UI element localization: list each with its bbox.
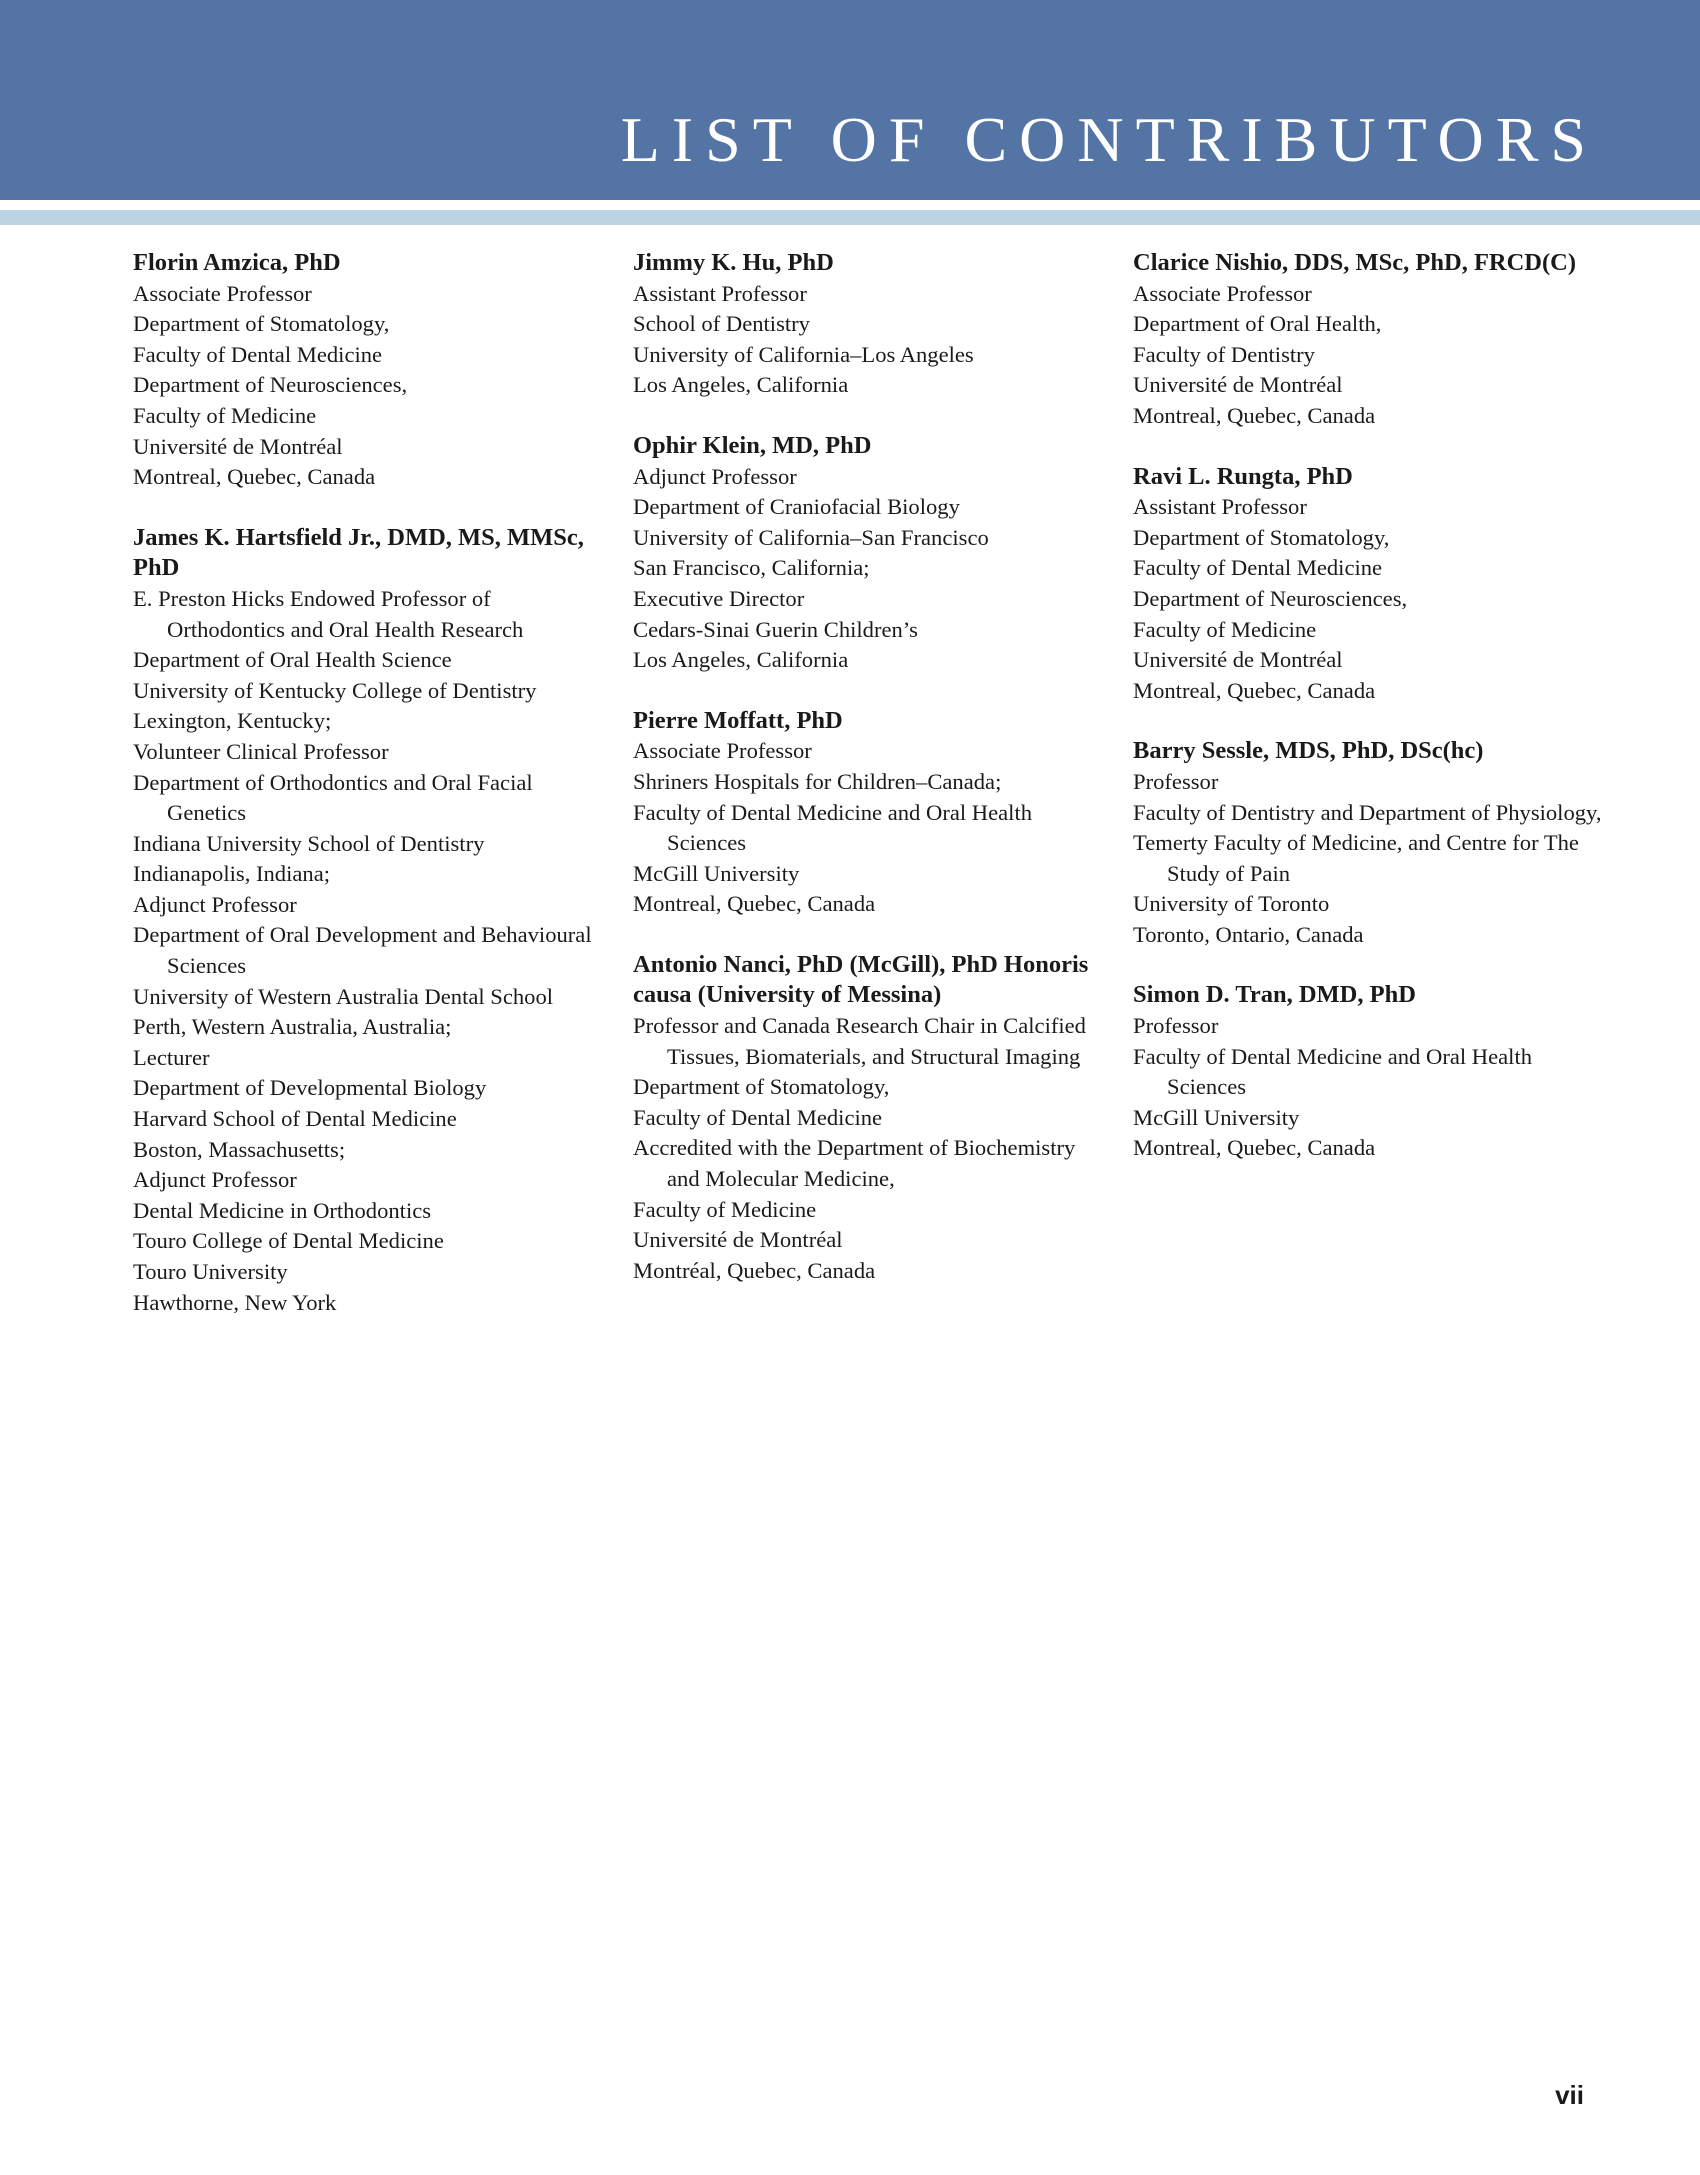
contributor-affiliation-line: Faculty of Medicine [1133, 616, 1317, 642]
contributor-affiliation-line: Harvard School of Dental Medicine [133, 1106, 457, 1132]
contributor-name: Ravi L. Rungta, PhD [1133, 462, 1353, 490]
contributor-affiliation-line: Executive Director [633, 585, 805, 611]
contributor-affiliation-line: Montreal, Quebec, Canada [1133, 1135, 1376, 1161]
contributor-name: Jimmy K. Hu, PhD [633, 249, 834, 276]
contributor-affiliation-line: Lecturer [133, 1044, 210, 1070]
page-number: vii [1555, 2080, 1584, 2110]
contributors-column-2 [633, 248, 1103, 1316]
contributor-entry [633, 248, 1103, 401]
contributor-affiliation-line: Department of Stomatology, [633, 1074, 890, 1100]
contributor-affiliation-line: Université de Montréal [1133, 372, 1343, 398]
contributor-affiliation-line: Professor and Canada Research Chair in Calcified Tissues, Biomaterials, and Structural Imaging [633, 1013, 1086, 1069]
contributor-entry [1133, 248, 1603, 432]
contributor-affiliation-line: Department of Oral Health, [1133, 311, 1382, 337]
contributor-affiliation-line: Perth, Western Australia, Australia; [133, 1014, 452, 1040]
contributor-affiliation-line: University of California–Los Angeles [633, 341, 974, 367]
contributor-affiliation-line: Montreal, Quebec, Canada [133, 464, 376, 490]
contributor-affiliation-line: University of Kentucky College of Dentistry [133, 677, 537, 703]
contributor-affiliation-line: Touro College of Dental Medicine [133, 1228, 444, 1254]
contributor-name: Clarice Nishio, DDS, MSc, PhD, FRCD(C) [1133, 249, 1576, 276]
contributor-entry [133, 523, 603, 1318]
contributor-affiliation-line: Department of Neurosciences, [133, 372, 408, 398]
contributor-entry [1133, 736, 1603, 950]
contributor-affiliation-line: Shriners Hospitals for Children–Canada; [633, 768, 1002, 794]
contributor-affiliation-line: Associate Professor [133, 280, 312, 306]
contributor-affiliation-line: Adjunct Professor [133, 891, 297, 917]
contributor-affiliation-line: Montréal, Quebec, Canada [633, 1257, 876, 1283]
contributor-affiliation-line: Touro University [133, 1259, 288, 1284]
contributor-affiliation-line: Faculty of Dental Medicine and Oral Health Sciences [1133, 1043, 1533, 1100]
contributor-affiliation-line: University of Toronto [1133, 891, 1330, 917]
contributor-affiliation-line: Department of Stomatology, [1133, 524, 1390, 550]
contributor-entry [633, 706, 1103, 920]
contributor-affiliation-line: Adjunct Professor [633, 463, 797, 489]
contributor-affiliation-line: E. Preston Hicks Endowed Professor of Orthodontics and Oral Health Research [133, 585, 524, 642]
header-rule [0, 210, 1700, 225]
contributor-affiliation-line: Assistant Professor [1133, 494, 1307, 520]
contributor-affiliation-line: Montreal, Quebec, Canada [633, 891, 876, 917]
contributor-entry [633, 431, 1103, 676]
contributor-affiliation-line: Université de Montréal [633, 1227, 843, 1253]
contributor-affiliation-line: Department of Craniofacial Biology [633, 494, 960, 520]
contributor-affiliation-line: Cedars-Sinai Guerin Children’s [633, 616, 918, 642]
contributor-name: James K. Hartsfield Jr., DMD, MS, MMSc, PhD [133, 523, 584, 582]
contributor-affiliation-line: Accredited with the Department of Biochemistry and Molecular Medicine, [633, 1135, 1076, 1192]
contributor-affiliation-line: Université de Montréal [1133, 647, 1343, 673]
contributor-affiliation-line: San Francisco, California; [633, 555, 870, 581]
contributor-affiliation-line: Department of Stomatology, [133, 311, 390, 337]
contributor-affiliation-line: Indianapolis, Indiana; [133, 861, 331, 887]
contributor-affiliation-line: Department of Neurosciences, [1133, 585, 1408, 611]
contributor-affiliation-line: Los Angeles, California [633, 647, 849, 673]
contributor-affiliation-line: Montreal, Quebec, Canada [1133, 677, 1376, 703]
contributor-affiliation-line: Assistant Professor [633, 280, 807, 306]
header-band [0, 0, 1700, 200]
contributor-affiliation-line: Faculty of Dentistry and Department of Physiology, [1133, 799, 1602, 825]
contributors-columns [0, 248, 1700, 2048]
contributor-affiliation-line: Associate Professor [633, 738, 812, 764]
contributor-affiliation-line: Faculty of Medicine [633, 1196, 817, 1222]
contributor-affiliation-line: Faculty of Dental Medicine [633, 1104, 883, 1130]
contributor-name: Antonio Nanci, PhD (McGill), PhD Honoris causa (University of Messina) [633, 950, 1089, 1009]
contributor-affiliation-line: Temerty Faculty of Medicine, and Centre for The Study of Pain [1133, 830, 1579, 886]
page-title: LIST OF CONTRIBUTORS [620, 104, 1598, 175]
contributor-entry [133, 248, 603, 493]
contributor-affiliation-line: Lexington, Kentucky; [133, 708, 332, 734]
contributor-affiliation-line: Hawthorne, New York [133, 1289, 337, 1315]
contributor-affiliation-line: Department of Orthodontics and Oral Facial Genetics [133, 769, 533, 826]
contributor-affiliation-line: Adjunct Professor [133, 1167, 297, 1193]
contributor-name: Barry Sessle, MDS, PhD, DSc(hc) [1133, 737, 1484, 765]
contributor-name: Pierre Moffatt, PhD [633, 706, 843, 734]
contributor-affiliation-line: Université de Montréal [133, 433, 343, 459]
contributor-affiliation-line: School of Dentistry [633, 311, 810, 337]
contributor-affiliation-line: University of California–San Francisco [633, 524, 989, 550]
contributor-affiliation-line: University of Western Australia Dental School [133, 983, 554, 1009]
contributor-name: Florin Amzica, PhD [133, 249, 341, 276]
contributor-affiliation-line: McGill University [633, 860, 800, 886]
contributor-affiliation-line: Faculty of Dentistry [1133, 341, 1315, 367]
contributor-entry [1133, 462, 1603, 707]
contributor-affiliation-line: Boston, Massachusetts; [133, 1136, 346, 1162]
contributor-affiliation-line: Department of Oral Development and Behavioural Sciences [133, 922, 592, 979]
contributor-entry [633, 950, 1103, 1287]
contributor-affiliation-line: Los Angeles, California [633, 372, 849, 398]
contributor-name: Ophir Klein, MD, PhD [633, 431, 872, 459]
contributor-name: Simon D. Tran, DMD, PhD [1133, 981, 1416, 1009]
contributors-column-1 [133, 248, 603, 1348]
contributor-affiliation-line: Indiana University School of Dentistry [133, 830, 485, 856]
contributor-affiliation-line: Faculty of Dental Medicine [133, 341, 383, 367]
contributor-affiliation-line: Montreal, Quebec, Canada [1133, 402, 1376, 428]
contributor-entry [1133, 980, 1603, 1164]
contributor-affiliation-line: Professor [1133, 1013, 1219, 1039]
contributors-column-3 [1133, 248, 1603, 1194]
contributor-affiliation-line: Volunteer Clinical Professor [133, 738, 389, 764]
contributor-affiliation-line: Faculty of Dental Medicine and Oral Health Sciences [633, 799, 1033, 856]
contributor-affiliation-line: Toronto, Ontario, Canada [1133, 921, 1364, 947]
contributor-affiliation-line: Associate Professor [1133, 280, 1312, 306]
contributor-affiliation-line: McGill University [1133, 1104, 1300, 1130]
contributor-affiliation-line: Professor [1133, 768, 1219, 794]
contributor-affiliation-line: Faculty of Dental Medicine [1133, 555, 1383, 581]
contributor-affiliation-line: Department of Oral Health Science [133, 647, 452, 673]
contributor-affiliation-line: Department of Developmental Biology [133, 1075, 487, 1101]
contributor-affiliation-line: Dental Medicine in Orthodontics [133, 1197, 432, 1223]
contributor-affiliation-line: Faculty of Medicine [133, 402, 317, 428]
